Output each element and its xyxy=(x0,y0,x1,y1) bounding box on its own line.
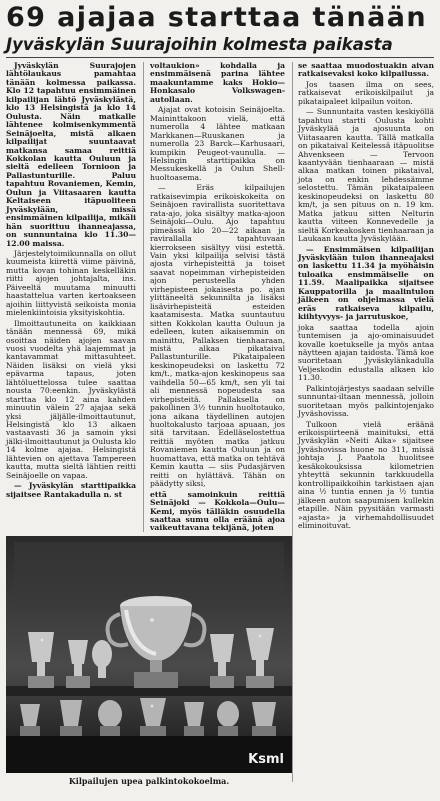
subheadline: Jyväskylän Suurajoihin kolmesta paikasta xyxy=(6,35,393,54)
paragraph: Palkintojärjestys saadaan selville sunnuntai-iltaan mennessä, jolloin suoritetaan myös palkintojenjako Jyväshovissa. xyxy=(298,383,434,419)
column-divider xyxy=(292,62,293,782)
paragraph: — Eräs kilpailujen ratkaisevimpia erikoiskokeita on Seinäjoen ravirallista suoritettava rata-ajo, joka sisältyy matka-ajoon Seinäjoki—Oulu. Ajo tapahtuu pimeässä klo 20—22 aikaan ja ravirallalla tapahtuvaan kierrokseen sisältyy viisi estettä. Vain yksi kilpailija selvisi tästä ajosta virhepisteittä ja toiset saavat nopeimman virhepisteiden ajon perusteella yhden virhepisteen jokaisesta po. ajan ylittäneeltä sekunnilta ja lisäksi lisävirhepisteitä esteiden kaatamisesta. Matka suuntautuu sitten Kokkolan kautta Ouluun ja edelleen, kuten aikaisemmin on mainittu, Pallaksen tienhaaraan, mistä alkaa pikataival Pallastunturille. Pikataipaleen keskinopeudeksi on laskettu 72 km/t., matka-ajon keskinopeus saa vaihdella 50—65 km/t, sen yli tai ali mennessä nopeudesta saa virhepisteitä. Pallaksella on pakollinen 3½ tunnin huoltotauko, jona aikana täydellinen autojen huoltokalusto tarjoaa apuaan, jos sitä tarvitaan. Edelläselostettua reittiä myöten matka jatkuu Rovaniemen kautta Ouluun ja on huomattava, että matka on tehtävä Kemin kautta — siis Pudasjärven reitti on hylättävä. Tähän on päädytty siksi, xyxy=(150,183,285,489)
article-column-2 xyxy=(150,61,285,533)
paragraph: se saattaa muodostuakin aivan ratkaisevaksi koko kilpailussa. xyxy=(298,61,434,79)
trophy-photo xyxy=(6,536,292,773)
article-column-1 xyxy=(6,62,136,592)
photo-caption: Kilpailujen upea palkintokokoelma. xyxy=(68,776,230,786)
paragraph: että samoinkuin reittiä Seinäjoki — Kokkola—Oulu—Kemi, myös tälläkin osuudella saattaa sumu olla eräänä ajoa vaikeuttavana tekijänä, joten xyxy=(150,489,285,533)
column-divider xyxy=(143,62,144,532)
paragraph: Järjestelytoimikunnalla on ollut kuumeista kiirettä viime päivinä, mutta kovan tohinan keskelläkin riitti ajojen johtajalta, ins. Päiveeltä muutama minuutti haastattelua varten kertoakseen ajoihin liittyvistä seikoista monia mielenkiintoisia yksityiskohtia. xyxy=(6,248,136,318)
trophy-photo-image xyxy=(6,536,292,773)
paragraph: Ilmoittautuneita on kaikkiaan tänään mennessä 69, mikä osoittaa näiden ajojen saavan vuosi vuodelta yhä laajemmat ja kantavammat mittasuhteet. Näiden lisäksi on vielä yksi epävarma tapaus, joten lähtöluettelossa tulee saattaa nousta 70:eenkin. Jyväskylästä starttaa klo 12 aina kahden minuutin välein 27 ajajaa sekä yksi jäljälle-ilmoittautunut, Helsingistä klo 13 alkaen vastaavasti 36 ja samoin yksi jälki-ilmoittautunut ja Oulusta klo 14 kolme ajajaa. Helsingistä lähtevien on ajettava Tampereen kautta, mutta sieltä lähtien reitti Seinäjoelle on vapaa. xyxy=(6,318,136,480)
paragraph: Jyväskylän Suurajojen lähtölaukaus pamahtaa tänään kolmessa paikassa. Klo 12 tapahtuu ensimmäinen kilpailijan lähtö Jyväskylästä, klo 13 Helsingistä ja klo 14 Oulusta. Näin matkalle lähtenee kolmisenkymmentä Seinäjoelta, mistä alkaen kilpailijat suuntaavat matkansa samaa reittiä Kokkolan kautta Ouluun ja sieltä edelleen Tornioon ja Pallastunturille. Paluu tapahtuu Rovaniemen, Kemin, Oulun ja Viitasaaren kautta Keltaiseen itäpuoliteen Jyväskylään, missä ensimmäinen kilpailija, mikäli hän suorittuu ihanneajassa, on sunnuntaina klo 11.30—12.00 maissa. xyxy=(6,61,136,248)
paragraph: — Ensimmäisen kilpailijan Jyväskylään tulon ihanneajaksi on laskettu 11.34 ja myöhäisin tuloaika ensimmäiselle on 11.59. Maalipaikka sijaitsee Kauppatorilla ja maalintulon jälkeen on ohjelmassa vielä eräs ratkaiseva kilpailu, kiihtyvyys- ja jarrutuskoe, xyxy=(298,244,434,322)
paragraph: Tulkoon vielä eräänä erikoispiirteenä mainituksi, että Jyväskylän »Neiti Aika» sijaitsee Jyväshovissa huone no 311, missä johtaja J. Paatola huolitsee kesäkokouksissa kilometrien yhteyttä sekunnin tarkkuudella kontrollipaikkoihin tarkistaen ajan aina ½ tuntia ennen ja ½ tuntia jälkeen auton saapumisen kullekin etapille. Näin pyysitään varmasti »ajasta» ja virhemahdollisuudet eliminoituvat. xyxy=(298,419,434,531)
paragraph: — Jyväskylän starttipaikka sijaitsee Rantakadulla n. st xyxy=(6,481,136,499)
article-column-3 xyxy=(298,62,434,792)
paragraph: Ajajat ovat kotoisin Seinäjoelta. Maininttakoon vielä, että numerolla 4 lähtee matkaan Markkanen—Ruuskanen ja numerolla 23 Barck—Karhusaari, kumpikin Peugeot-vaunulla. — Helsingin starttipaikka on Messukeskellä ja Oulun Shell-huoltoasema. xyxy=(150,105,285,182)
paragraph: Jos taasen ilma on sees, ratkaisevat erikoiskilpailut ja pikataipaleet kilpailun voiton. xyxy=(298,79,434,106)
paragraph: joka saattaa todella ajoin tuntemisen ja ajo-ominaisuudet kovalle koetukselle ja myös antaa näytteen ajajan taidosta. Tämä koe suoritetaan Jyväskylänkadulla Veljeskodin edustalla alkaen klo 11.30. xyxy=(298,322,434,383)
photo-signature: Ksml xyxy=(248,752,284,767)
paragraph: — Sunnuntaita vasten keskiyöllä tapahtuu startti Oulusta kohti Jyväskylää ja ajosuunta on Viitasaaren kautta. Tällä matkalla on pikataival Keitelessä itäpuolitse Ahvenkseen — Tervoon kaantyvään tienhaaraan — mistä alkaa matkan toinen pikataival, jota on enkin lehdessämme selostettu. Tämän pikataipaleen keskinopeudeksi on laskettu 80 km/t, ja sen pituus on n. 19 km. Matka jatkuu sitten Nelturin kautta viiteen Konnevedelle ja sieltä Korkeakosken tienhaaraan ja Laukaan kautta Jyväskylään. xyxy=(298,107,434,244)
paragraph: voltaukion» kohdalla ja ensimmäisenä parina lähtee maakuntamme kaks Hokio—Honkasalo Volkswagen-autollaan. xyxy=(150,61,285,104)
headline-rule xyxy=(6,57,434,58)
headline: 69 ajajaa starttaa tänään xyxy=(6,2,427,33)
